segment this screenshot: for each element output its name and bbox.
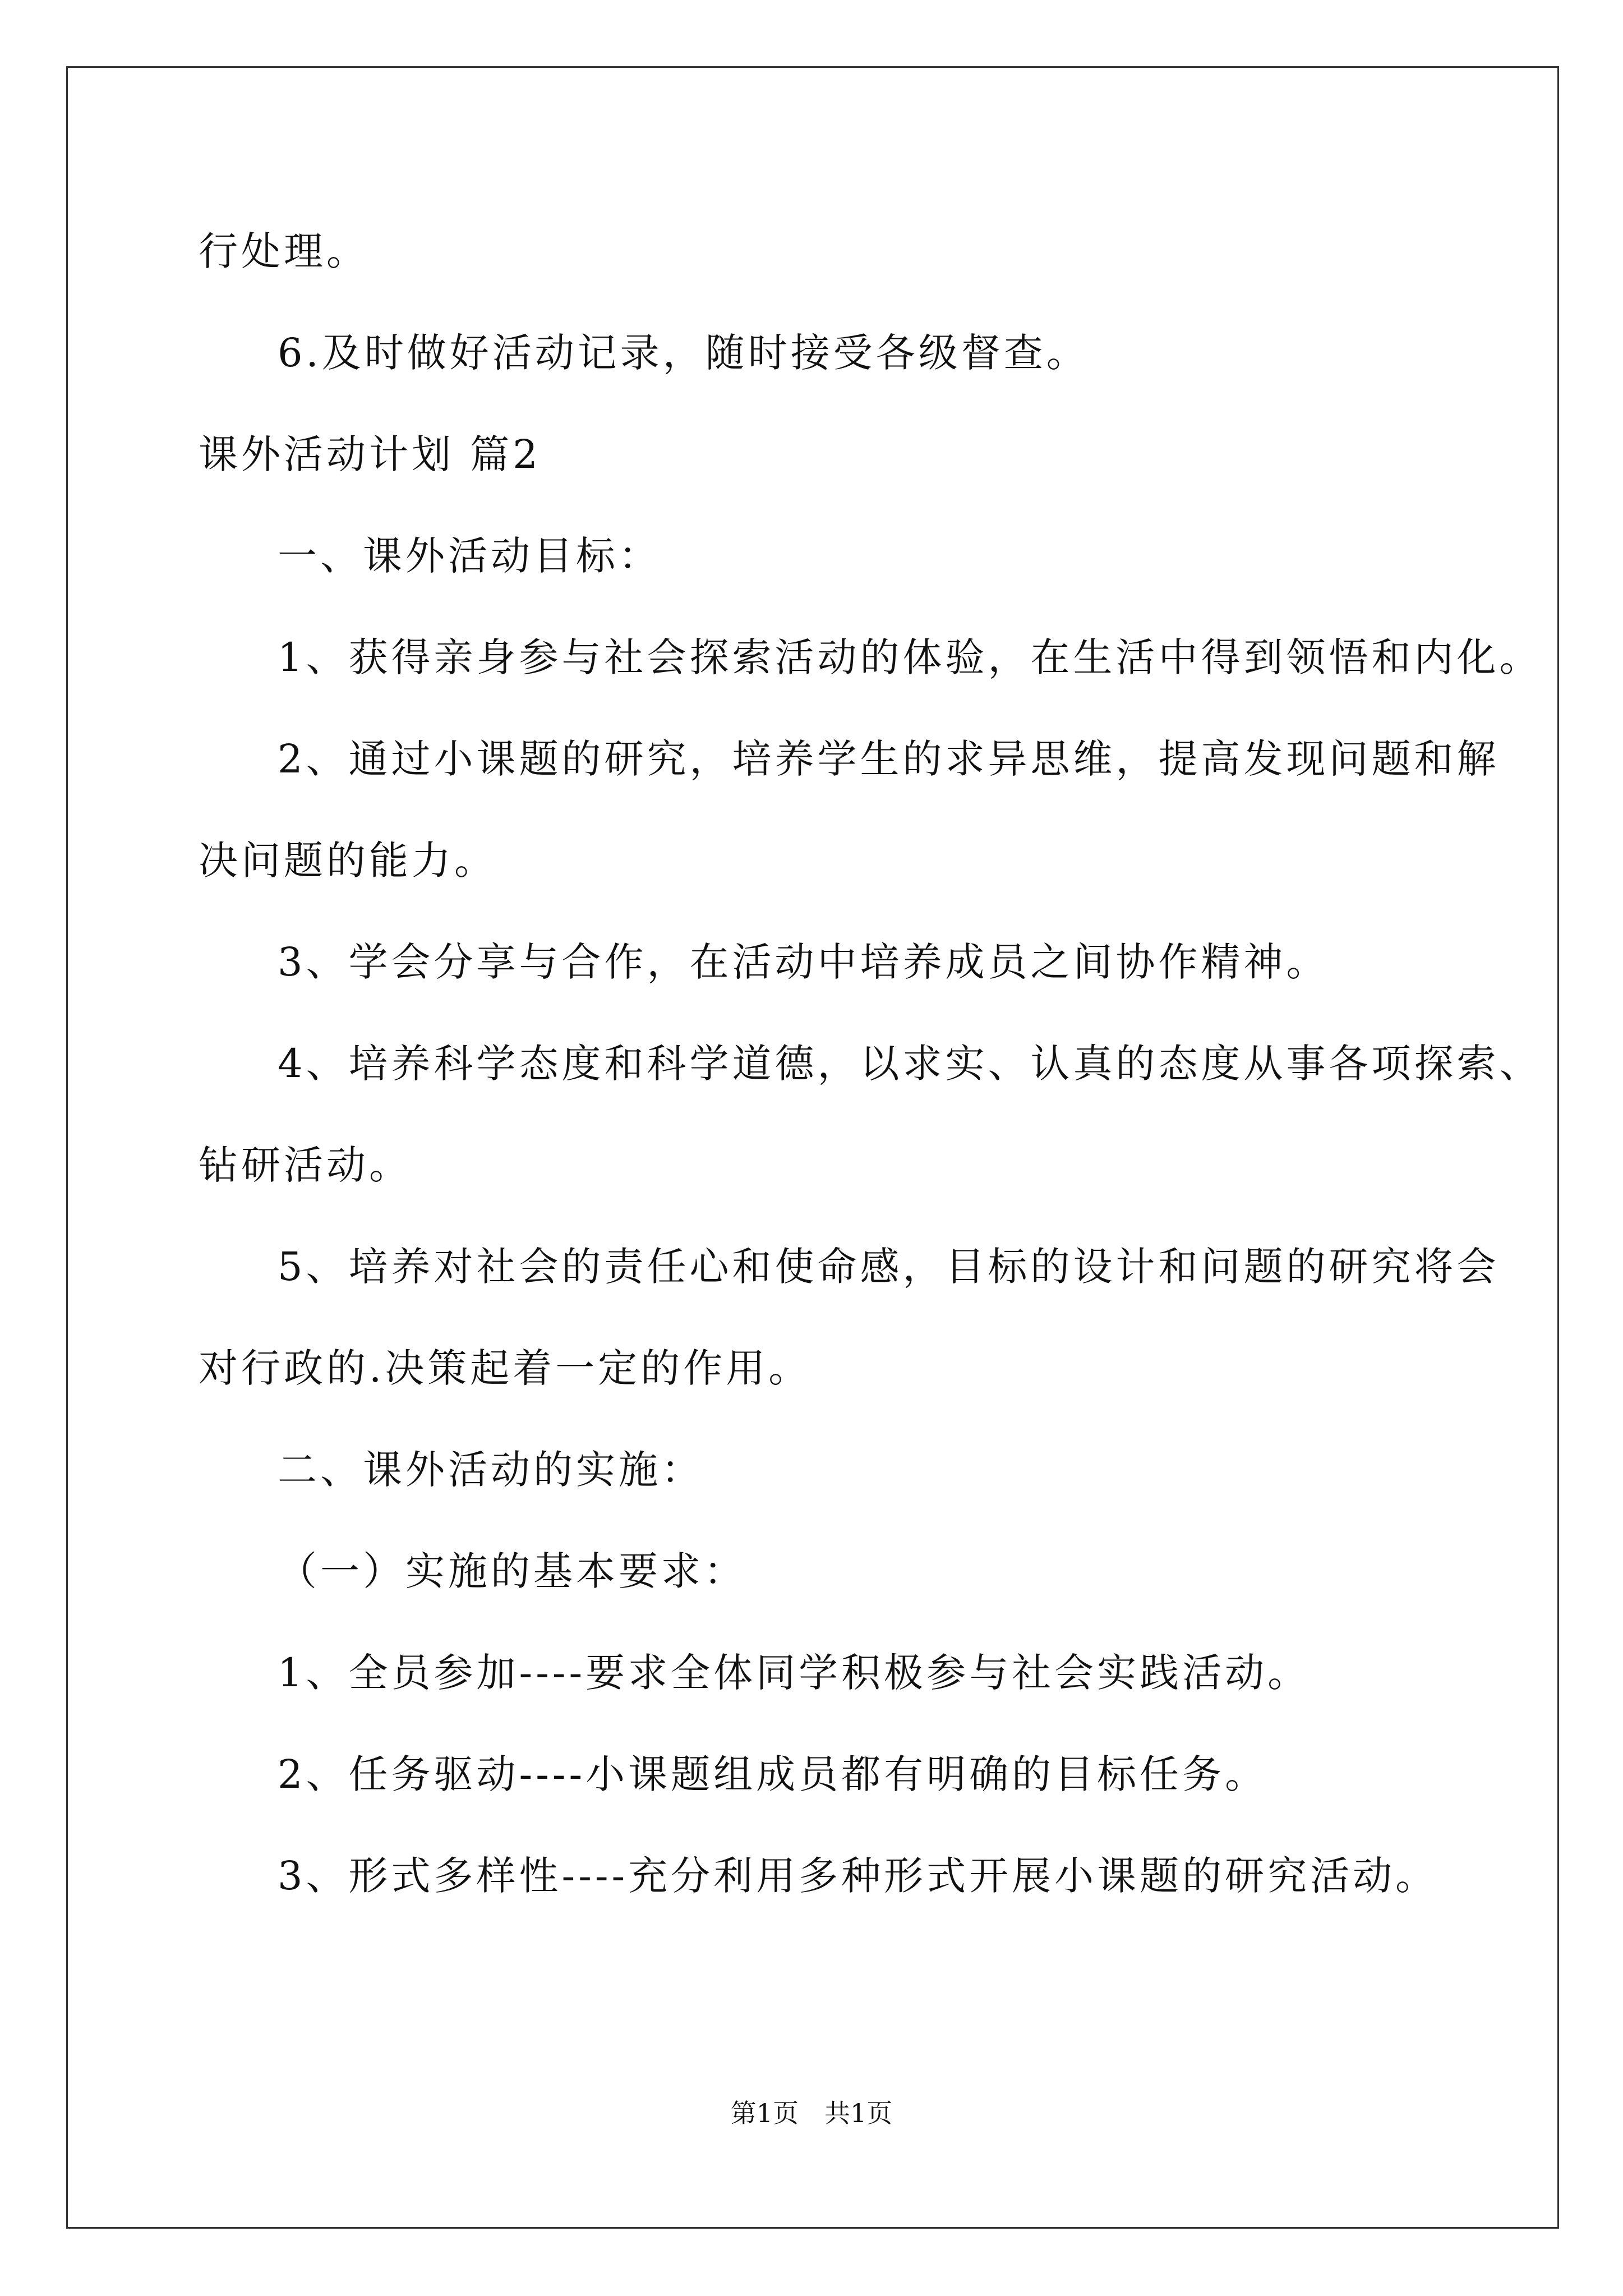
section-heading: 课外活动计划 篇2 <box>199 431 541 477</box>
goal-item-5-cont: 对行政的.决策起着一定的作用。 <box>199 1345 811 1391</box>
goal-item-4: 4、培养科学态度和科学道德，以求实、认真的态度从事各项探索、 <box>278 1041 1542 1087</box>
subheading-requirements: （一）实施的基本要求： <box>278 1548 746 1594</box>
requirement-item-3: 3、形式多样性----充分利用多种形式开展小课题的研究活动。 <box>278 1853 1438 1899</box>
requirement-item-1: 1、全员参加----要求全体同学积极参与社会实践活动。 <box>278 1650 1311 1696</box>
subheading-implementation: 二、课外活动的实施： <box>278 1447 704 1493</box>
goal-item-5: 5、培养对社会的责任心和使命感，目标的设计和问题的研究将会 <box>278 1244 1500 1290</box>
text-line-1: 行处理。 <box>199 228 369 274</box>
page-footer: 第1页 共1页 <box>730 2098 893 2128</box>
text-line-2: 6.及时做好活动记录，随时接受各级督查。 <box>278 330 1089 376</box>
goal-item-3: 3、学会分享与合作，在活动中培养成员之间协作精神。 <box>278 939 1329 985</box>
requirement-item-2: 2、任务驱动----小课题组成员都有明确的目标任务。 <box>278 1751 1268 1797</box>
goal-item-2-cont: 决问题的能力。 <box>199 838 497 884</box>
goal-item-4-cont: 钻研活动。 <box>199 1142 412 1188</box>
subheading-goals: 一、课外活动目标： <box>278 533 661 579</box>
goal-item-1: 1、获得亲身参与社会探索活动的体验，在生活中得到领悟和内化。 <box>278 634 1542 680</box>
goal-item-2: 2、通过小课题的研究，培养学生的求异思维，提高发现问题和解 <box>278 736 1500 782</box>
